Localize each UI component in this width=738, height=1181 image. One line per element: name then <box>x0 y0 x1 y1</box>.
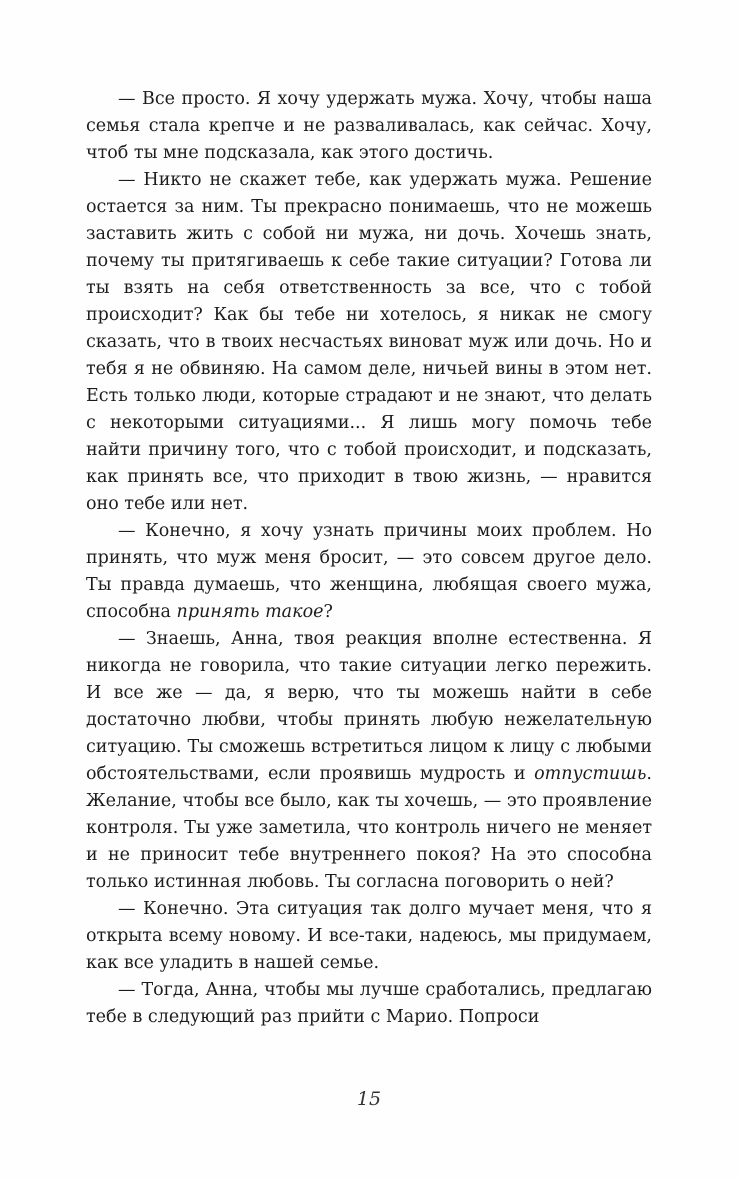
paragraph-2 <box>86 167 652 518</box>
paragraph-1-text: — Все просто. Я хочу удержать мужа. Хочу, чтобы наша семья стала крепче и не разваливалась, как сейчас. Хочу, чтоб ты мне подсказала, как этого достичь. <box>86 89 652 163</box>
paragraph-1 <box>86 86 652 167</box>
body-text <box>86 86 652 1031</box>
paragraph-4-italic: отпустишь <box>534 764 647 784</box>
paragraph-5 <box>86 896 652 977</box>
paragraph-2-text: — Никто не скажет тебе, как удержать мужа. Решение остается за ним. Ты прекрасно понимаешь, что не можешь заставить жить с собой ни мужа, ни дочь. Хочешь знать, почему ты притягиваешь к себе такие ситуации? Готова ли ты взять на себя ответственность за все, что с тобой происходит? Как бы тебе ни хотелось, я никак не смогу сказать, что в твоих несчастьях виноват муж или дочь. Но и тебя я не обвиняю. На самом деле, ничьей вины в этом нет. Есть только люди, которые страдают и не знают, что делать с некоторыми ситуациями... Я лишь могу помочь тебе найти причину того, что с тобой происходит, и подсказать, как принять все, что приходит в твою жизнь, — нравится оно тебе или нет. <box>86 170 652 514</box>
paragraph-4-text: — Знаешь, Анна, твоя реакция вполне естественна. Я никогда не говорила, что такие ситуации легко пережить. И все же — да, я верю, что ты можешь найти в себе достаточно любви, чтобы принять любую нежелательную ситуацию. Ты сможешь встретиться лицом к лицу с любыми обстоятельствами, если проявишь мудрость и <box>86 629 652 784</box>
paragraph-6-text: — Тогда, Анна, чтобы мы лучше сработались, предлагаю тебе в следующий раз прийти с Марио. Попроси <box>86 980 652 1027</box>
paragraph-6 <box>86 977 652 1031</box>
paragraph-5-text: — Конечно. Эта ситуация так долго мучает меня, что я открыта всему новому. И все-таки, надеюсь, мы придумаем, как все уладить в нашей семье. <box>86 899 652 973</box>
page-number: 15 <box>356 1088 382 1110</box>
paragraph-3-italic: принять такое <box>176 602 324 622</box>
paragraph-3-tail: ? <box>323 602 333 622</box>
paragraph-4 <box>86 626 652 896</box>
paragraph-4-tail: . Желание, чтобы все было, как ты хочешь, — это проявление контроля. Ты уже заметила, что контроль ничего не меняет и не приносит тебе внутреннего покоя? На это способна только истинная любовь. Ты согласна поговорить о ней? <box>86 764 652 892</box>
paragraph-3 <box>86 518 652 626</box>
paragraph-3-text: — Конечно, я хочу узнать причины моих проблем. Но принять, что муж меня бросит, — это совсем другое дело. Ты правда думаешь, что женщина, любящая своего мужа, способна <box>86 521 652 622</box>
